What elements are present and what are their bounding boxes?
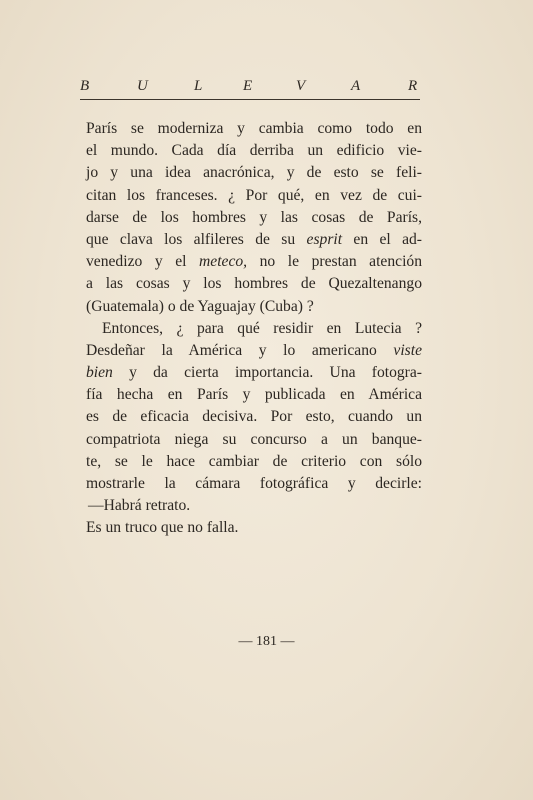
text-line: Es un truco que no falla. <box>86 519 239 537</box>
text-line: Entonces, ¿ para qué residir en Lutecia ? <box>102 319 422 337</box>
running-head-letter: B <box>80 78 90 94</box>
text-line: Desdeñar la América y lo americano viste <box>86 341 422 359</box>
text-line: es de eficacia decisiva. Por esto, cuando un <box>86 408 422 426</box>
text-line: mostrarle la cámara fotográfica y decirle: <box>86 475 422 492</box>
text-line: (Guatemala) o de Yaguajay (Cuba) ? <box>86 297 314 315</box>
text-line: el mundo. Cada día derriba un edificio vie- <box>86 142 422 160</box>
text-line: citan los franceses. ¿ Por qué, en vez de cui- <box>86 186 422 204</box>
text-line: a las cosas y los hombres de Quezaltenango <box>86 275 422 293</box>
text-line: —Habrá retrato. <box>88 497 191 515</box>
text-line: jo y una idea anacrónica, y de esto se feli- <box>86 164 422 182</box>
running-head-letter: L <box>194 78 203 94</box>
running-head-letter: V <box>296 78 306 94</box>
running-head-letter: U <box>137 78 148 94</box>
text-line: compatriota niega su concurso a un banque- <box>86 430 422 448</box>
body-text <box>86 118 422 540</box>
text-line: bien y da cierta importancia. Una fotogra- <box>86 364 422 382</box>
text-line: te, se le hace cambiar de criterio con sólo <box>86 452 422 470</box>
header-rule <box>80 99 420 100</box>
running-head-letter: R <box>408 78 418 94</box>
text-line: venedizo y el meteco, no le prestan atención <box>86 253 423 271</box>
text-line: fía hecha en París y publicada en América <box>86 386 422 404</box>
running-head-letter: A <box>351 78 361 94</box>
running-head <box>78 78 420 100</box>
running-head-letter: E <box>243 78 253 94</box>
text-line: darse de los hombres y las cosas de París, <box>86 208 422 226</box>
text-line: París se moderniza y cambia como todo en <box>86 120 422 137</box>
text-line: que clava los alfileres de su esprit en el ad- <box>86 230 423 248</box>
page-number: — 181 — <box>238 634 295 649</box>
